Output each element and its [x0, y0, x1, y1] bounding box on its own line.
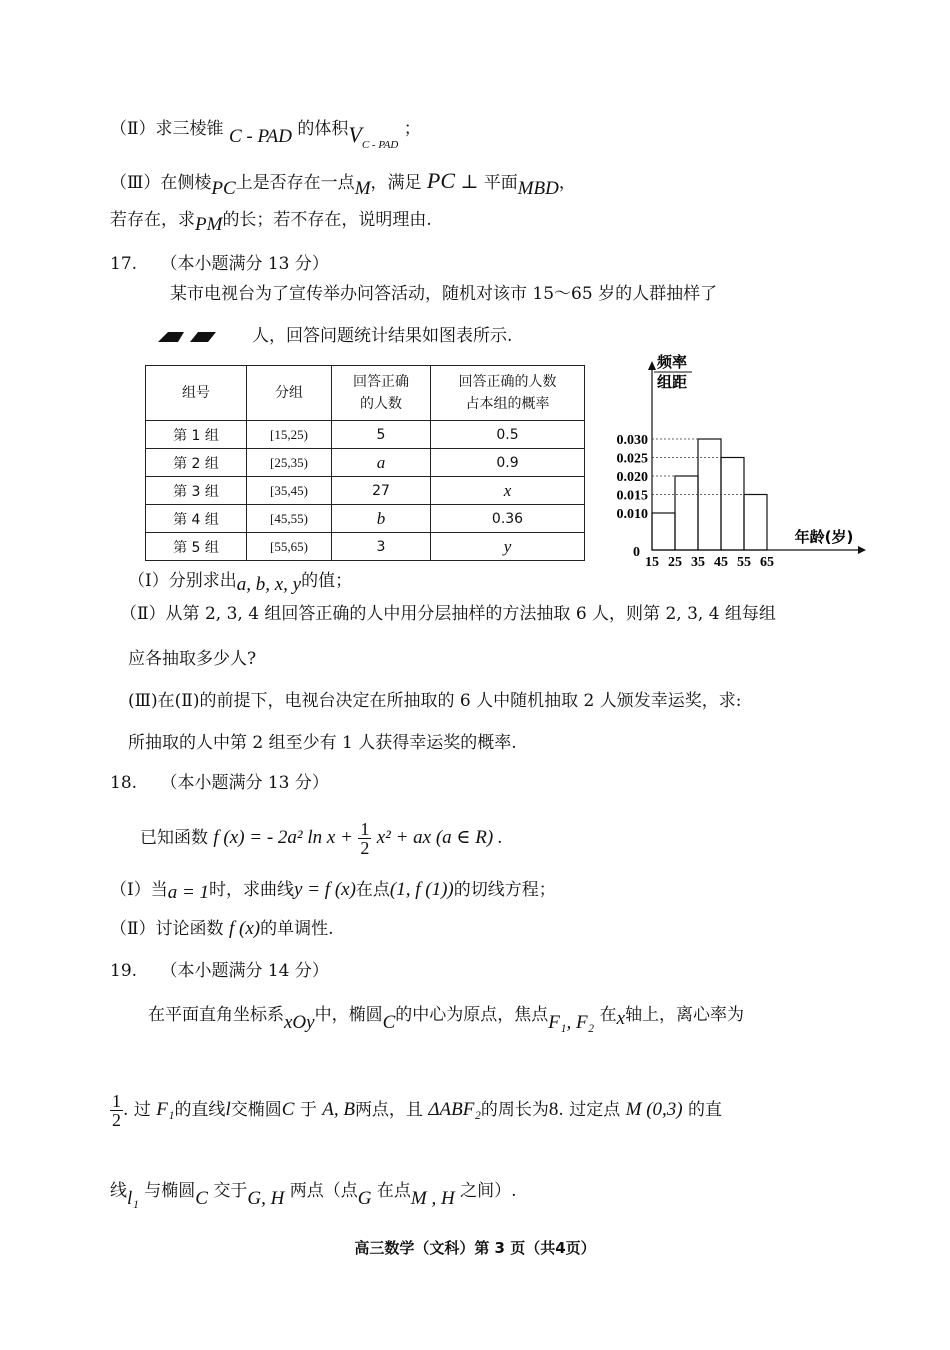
q16-part3-line2: 若存在，求PM的长；若不存在，说明理由. [110, 210, 432, 235]
q17-intro1: 某市电视台为了宣传举办问答活动，随机对该市 15～65 岁的人群抽样了 [170, 284, 718, 304]
q19-header: 19. （本小题满分 14 分） [110, 961, 329, 981]
table-row: 第 2 组 [25,35) a 0.9 [146, 449, 585, 477]
y-tick-label: 0.015 [616, 488, 648, 504]
x-tick-label: 55 [737, 555, 751, 570]
redacted-sample-size [158, 330, 216, 342]
q16-part2: （Ⅱ）求三棱锥 C - PAD 的体积$V_{C - PAD}$ ； [110, 119, 421, 151]
header-correct-prob: 回答正确的人数 占本组的概率 [431, 366, 585, 421]
y-tick-label: 0.025 [616, 451, 648, 467]
q17-part2-line2: 应各抽取多少人? [128, 649, 257, 669]
q19-line3: 线l₁ 与椭圆C 交于G, H 两点（点G 在点M , H 之间）. [110, 1181, 517, 1209]
y-axis-label-bottom: 组距 [656, 373, 688, 391]
header-group-no: 组号 [146, 366, 247, 421]
page-footer: 高三数学（文科）第 3 页（共4页） [354, 1239, 596, 1257]
q18-part1: （Ⅰ）当a = 1时，求曲线y = f (x)在点(1, f (1))的切线方程； [110, 879, 556, 903]
x-tick-label: 35 [691, 555, 705, 570]
x-tick-label: 65 [760, 555, 774, 570]
histogram-bar [744, 495, 767, 551]
y-axis-label-top: 频率 [656, 353, 688, 371]
q17-intro2: 人，回答问题统计结果如图表所示. [252, 326, 513, 346]
y-axis-arrow [648, 361, 656, 370]
q18-header: 18. （本小题满分 13 分） [110, 773, 329, 793]
histogram-bar [721, 458, 744, 551]
q17-part1: （Ⅰ）分别求出a, b, x, y的值； [128, 571, 353, 595]
y-tick-label: 0.020 [616, 470, 648, 485]
x-tick-label: 45 [714, 555, 728, 570]
y-tick-label: 0.010 [616, 507, 648, 522]
q17-part2-line1: （Ⅱ）从第 2, 3, 4 组回答正确的人中用分层抽样的方法抽取 6 人，则第 2, 3, 4 组每组 [120, 604, 776, 624]
q17-part3-line2: 所抽取的人中第 2 组至少有 1 人获得幸运奖的概率. [128, 733, 517, 753]
header-correct-count: 回答正确 的人数 [332, 366, 431, 421]
table-row: 第 4 组 [45,55) b 0.36 [146, 505, 585, 533]
q19-line1: 在平面直角坐标系xOy中，椭圆C的中心为原点，焦点F₁, F₂ 在x轴上，离心率为 [148, 1005, 745, 1033]
origin-label: 0 [633, 545, 640, 560]
age-frequency-histogram [600, 345, 870, 570]
x-axis-arrow [858, 546, 866, 554]
table-row: 第 3 组 [35,45) 27 x [146, 477, 585, 505]
x-axis-label: 年龄(岁) [794, 528, 854, 546]
q17-data-table [145, 365, 585, 561]
q18-part2: （Ⅱ）讨论函数 f (x)的单调性. [110, 918, 334, 939]
table-row: 第 1 组 [15,25) 5 0.5 [146, 421, 585, 449]
x-tick-label: 25 [668, 555, 682, 570]
q17-header: 17. （本小题满分 13 分） [110, 254, 329, 274]
q19-line2: $\frac{1}{2}$ . 过 F₁的直线l交椭圆C 于 A, B两点，且 ΔABF₂的周长为8. 过定点 M (0,3) 的直 [112, 1091, 723, 1130]
fraction-one-half-eccentricity: $\frac{1}{2}$ [112, 1091, 121, 1130]
histogram-bar [652, 513, 675, 550]
q18-function: 已知函数 f (x) = - 2a² ln x + $\frac{1}{2}$ x² + ax (a ∈ R) . [140, 819, 503, 858]
x-tick-label: 15 [645, 555, 659, 570]
header-group-range: 分组 [247, 366, 332, 421]
q17-part3-line1: (Ⅲ)在(Ⅱ)的前提下，电视台决定在所抽取的 6 人中随机抽取 2 人颁发幸运奖，求: [128, 691, 742, 711]
table-header-row [146, 366, 585, 421]
q16-part3: （Ⅲ）在侧棱PC上是否存在一点M，满足 PC ⊥ 平面MBD， [110, 168, 576, 199]
table-row: 第 5 组 [55,65) 3 y [146, 533, 585, 561]
y-tick-label: 0.030 [616, 433, 648, 448]
histogram-bar [675, 476, 698, 550]
fraction-one-half: $\frac{1}{2}$ [360, 819, 370, 858]
